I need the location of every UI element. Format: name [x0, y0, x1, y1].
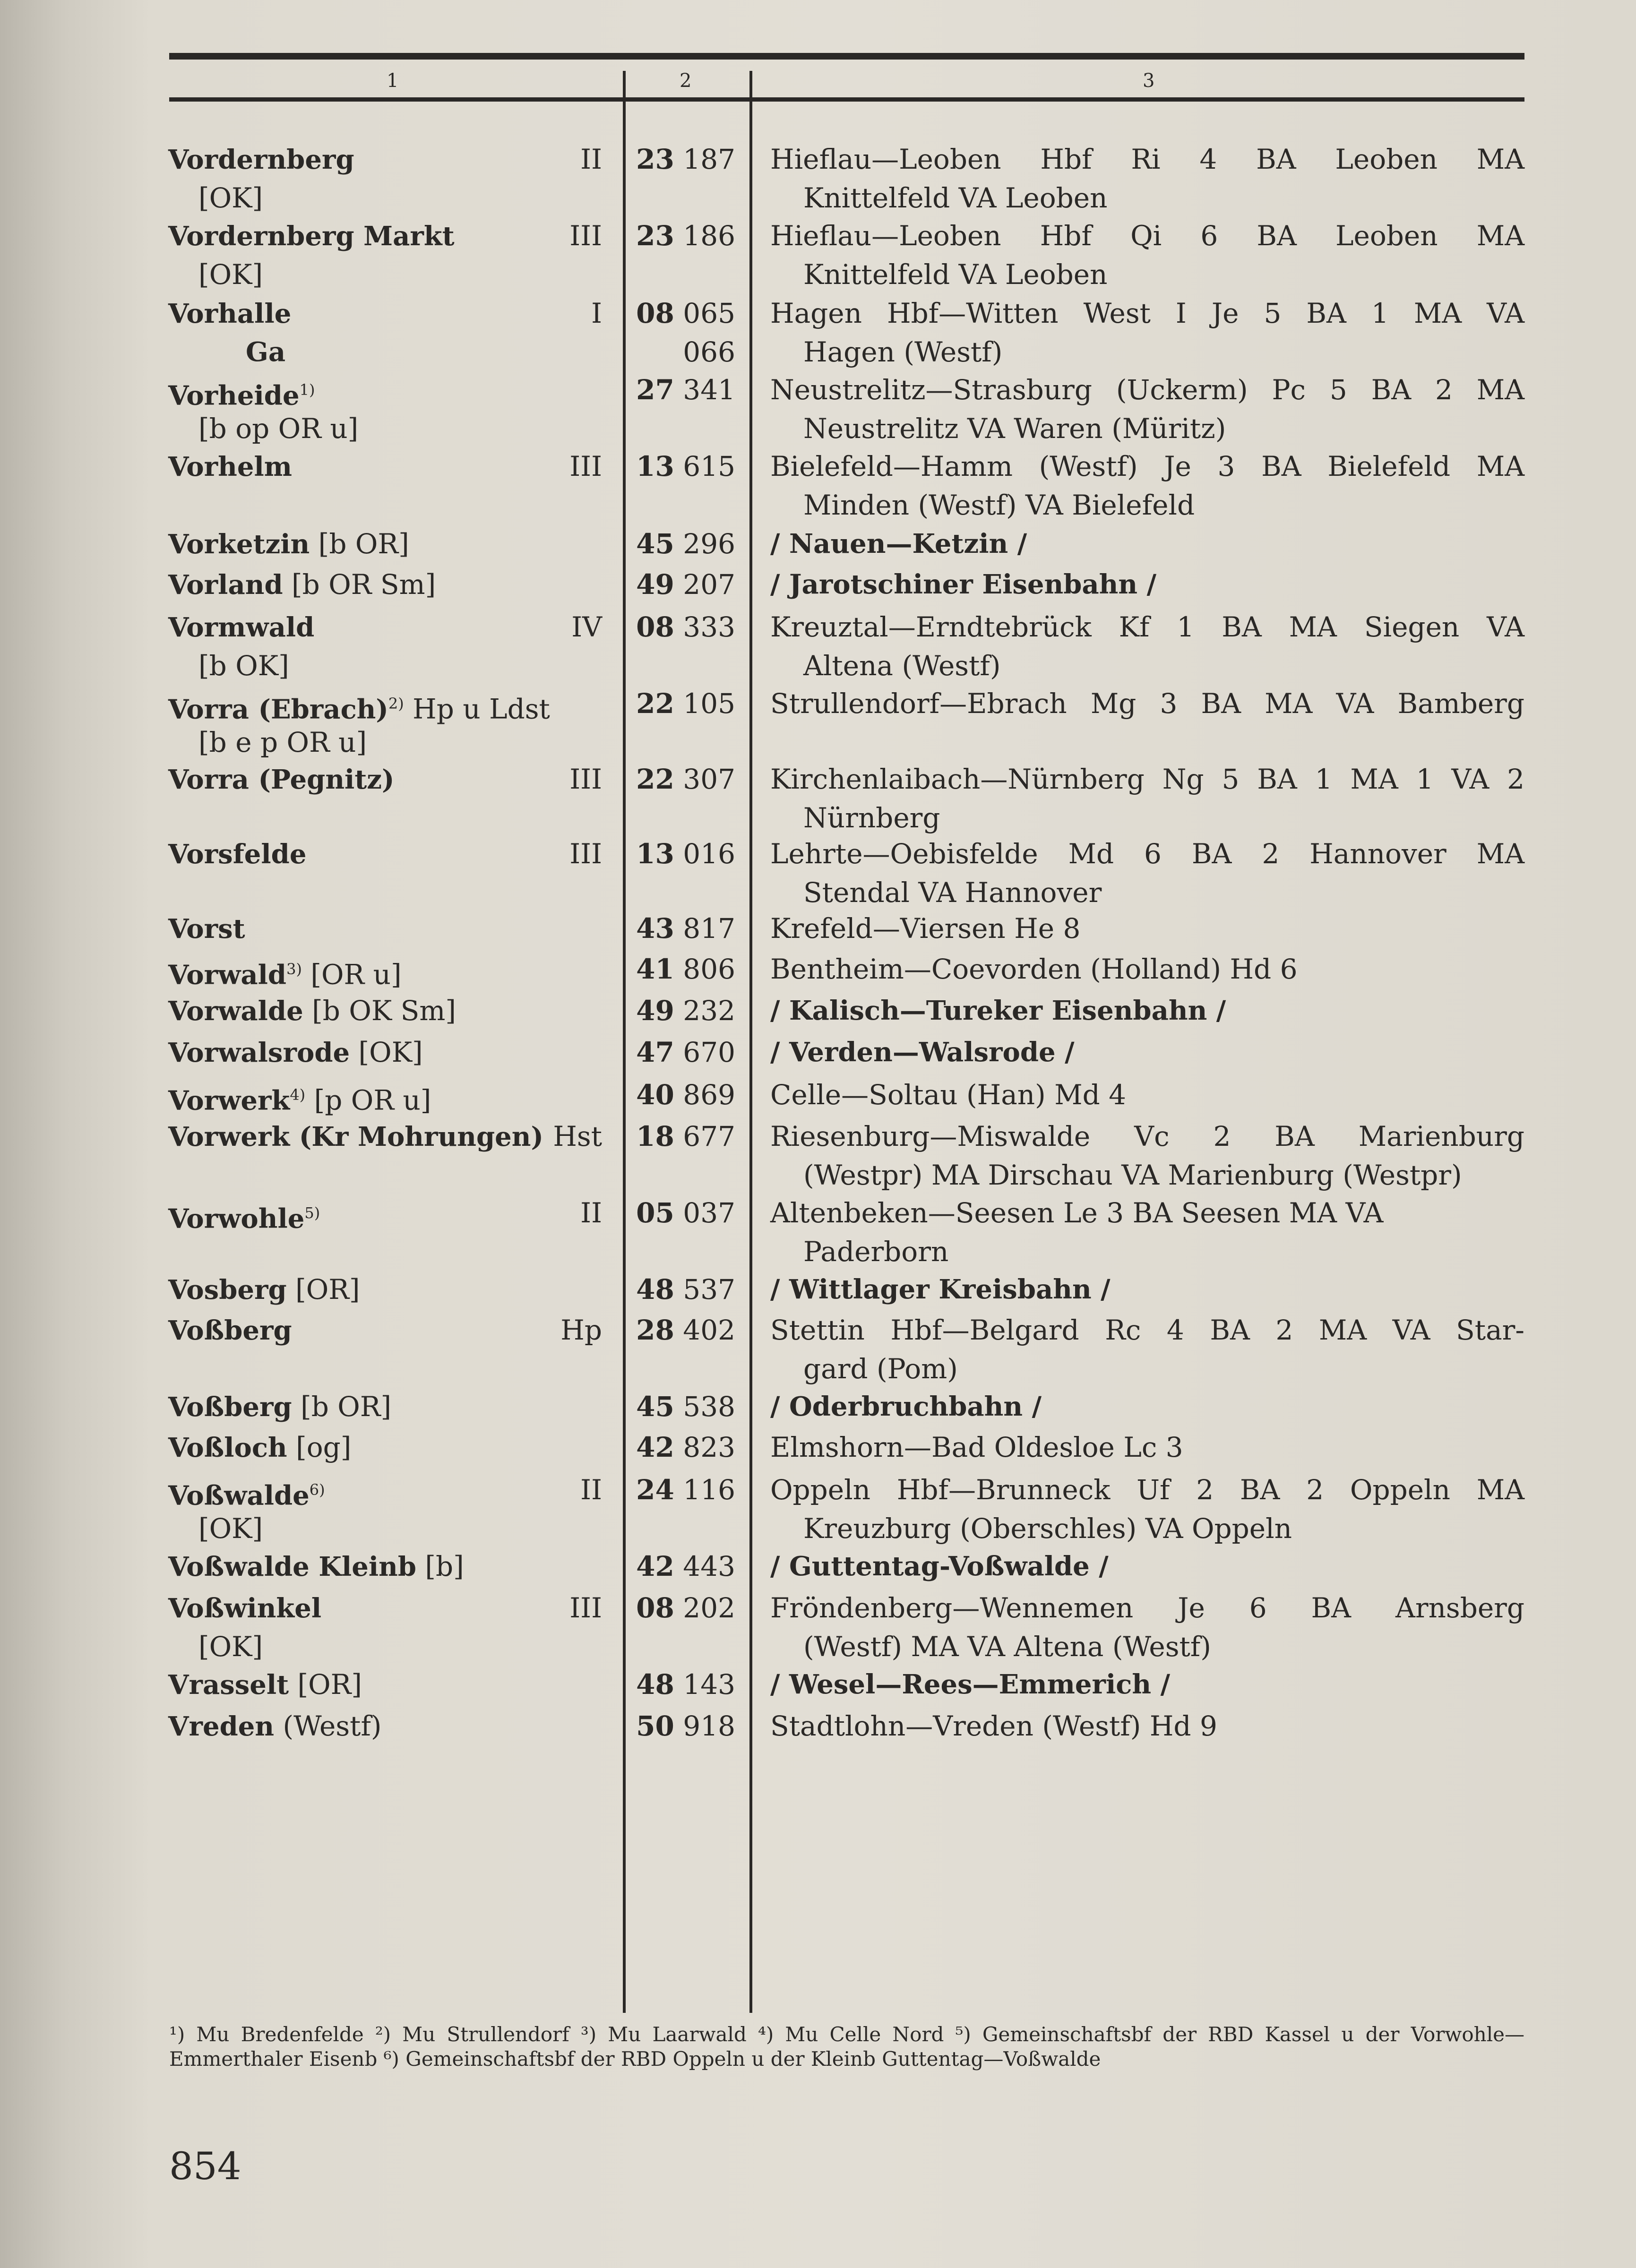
footnote-ref: 5): [304, 1204, 320, 1222]
station-class: III: [569, 1592, 602, 1624]
table-row: [0, 1589, 1636, 1667]
table-row: [0, 1470, 1636, 1548]
station-number: 22 105: [636, 687, 735, 720]
station-class: II: [580, 143, 602, 175]
station-name: Vorst: [168, 913, 245, 945]
route-description: / Kalisch—Tureker Eisenbahn /: [770, 995, 1226, 1026]
route-description: / Nauen—Ketzin /: [770, 528, 1027, 559]
station-class: III: [569, 838, 602, 870]
station-qualifier-line: Ga: [246, 336, 286, 368]
station-name: Vorra (Ebrach)$^{2)}$ Hp u Ldst: [168, 693, 550, 725]
station-name: Vorwald$^{3)}$ [OR u]: [168, 958, 402, 991]
route-description: Lehrte—Oebisfelde Md 6 BA 2 Hannover MA: [770, 838, 1524, 870]
route-description: Neustrelitz—Strasburg (Uckerm) Pc 5 BA 2 MA: [770, 374, 1524, 406]
table-row: [0, 216, 1636, 294]
station-number: 13 615: [636, 450, 735, 482]
station-qualifier: [OR]: [286, 1273, 360, 1306]
table-row: [0, 1311, 1636, 1389]
station-class: III: [569, 220, 602, 252]
table-row: [0, 140, 1636, 218]
station-name: Vorheide$^{1)}$: [168, 380, 315, 412]
station-name: Vorwerk (Kr Mohrungen): [168, 1121, 543, 1152]
station-number: 05 037: [636, 1197, 735, 1229]
station-qualifier: [b OR]: [292, 1391, 392, 1423]
station-qualifier: [OK]: [350, 1036, 423, 1068]
route-description: / Wittlager Kreisbahn /: [770, 1274, 1111, 1305]
table-row: [0, 760, 1636, 838]
station-name: Vorwerk$^{4)}$ [p OR u]: [168, 1084, 431, 1117]
route-description-continued: Paderborn: [803, 1236, 949, 1268]
station-name: Vrasselt [OR]: [168, 1668, 362, 1701]
route-description: Stadtlohn—Vreden (Westf) Hd 9: [770, 1710, 1217, 1742]
station-name: Voßberg: [168, 1315, 292, 1346]
route-description-continued: Stendal VA Hannover: [803, 876, 1102, 909]
station-qualifier-line: [b e p OR u]: [198, 726, 367, 758]
station-number: 22 307: [636, 763, 735, 795]
station-name: Vorhelm: [168, 451, 293, 482]
station-name: Vorwalsrode [OK]: [168, 1036, 423, 1068]
station-number: 47 670: [636, 1036, 735, 1068]
station-number: 13 016: [636, 838, 735, 870]
station-number: 28 402: [636, 1314, 735, 1346]
footnote-ref: 2): [388, 695, 404, 713]
station-number: 08 202: [636, 1592, 735, 1624]
station-name: Vordernberg: [168, 144, 354, 175]
station-qualifier: [p OR u]: [305, 1084, 431, 1117]
route-description: Fröndenberg—Wennemen Je 6 BA Arnsberg: [770, 1592, 1524, 1624]
table-header-rule: [169, 97, 1524, 102]
table-row: [0, 1707, 1636, 1785]
station-qualifier-line: [OK]: [198, 1631, 263, 1663]
table-row: [0, 447, 1636, 525]
table-row: [0, 1117, 1636, 1195]
footnote-ref: 1): [299, 381, 315, 399]
route-description: Hagen Hbf—Witten West I Je 5 BA 1 MA VA: [770, 297, 1524, 329]
station-number: 08 333: [636, 611, 735, 643]
station-number: 23 186: [636, 220, 735, 252]
station-class: III: [569, 450, 602, 482]
station-number: 27 341: [636, 374, 735, 406]
route-description: Celle—Soltau (Han) Md 4: [770, 1079, 1127, 1111]
footnote-ref: 6): [309, 1481, 325, 1499]
station-name: Voßberg [b OR]: [168, 1391, 392, 1423]
station-class: IV: [571, 611, 602, 643]
table-row: [0, 834, 1636, 912]
station-qualifier-line: [OK]: [198, 258, 263, 291]
route-description-continued: Knittelfeld VA Leoben: [803, 182, 1108, 214]
station-qualifier-line: [OK]: [198, 1512, 263, 1545]
route-description-continued: Kreuzburg (Oberschles) VA Oppeln: [803, 1512, 1292, 1545]
station-name: Vorwalde [b OK Sm]: [168, 995, 456, 1027]
route-description-continued: Nürnberg: [803, 802, 940, 834]
route-description: Elmshorn—Bad Oldesloe Lc 3: [770, 1431, 1183, 1463]
table-row: [0, 608, 1636, 686]
column-2-header: 2: [680, 70, 692, 92]
column-1-header: 1: [387, 70, 399, 92]
route-description: Hieflau—Leoben Hbf Ri 4 BA Leoben MA: [770, 143, 1524, 175]
station-number: 42 823: [636, 1431, 735, 1463]
station-qualifier: [OR]: [289, 1668, 362, 1701]
page-number: 854: [169, 2144, 241, 2188]
route-description: Altenbeken—Seesen Le 3 BA Seesen MA VA: [770, 1197, 1384, 1229]
station-name: Vorra (Pegnitz): [168, 764, 395, 795]
route-description: Hieflau—Leoben Hbf Qi 6 BA Leoben MA: [770, 220, 1524, 252]
route-description: Kreuztal—Erndtebrück Kf 1 BA MA Siegen VA: [770, 611, 1524, 643]
station-class: Hp: [560, 1314, 602, 1346]
station-class: III: [569, 763, 602, 795]
table-row: [0, 1194, 1636, 1271]
station-number: 43 817: [636, 912, 735, 945]
station-name: Vosberg [OR]: [168, 1273, 360, 1306]
station-name: Vormwald: [168, 612, 315, 643]
station-qualifier: [b]: [416, 1550, 464, 1582]
station-qualifier: [b OR Sm]: [283, 568, 436, 601]
station-number: 49 232: [636, 995, 735, 1027]
station-name: Vorsfelde: [168, 839, 307, 870]
station-name: Vreden (Westf): [168, 1710, 382, 1742]
station-class: I: [591, 297, 602, 329]
station-number: 23 187: [636, 143, 735, 175]
station-name: Vordernberg Markt: [168, 221, 455, 252]
route-description: Kirchenlaibach—Nürnberg Ng 5 BA 1 MA 1 VA 2: [770, 763, 1524, 795]
route-description: Strullendorf—Ebrach Mg 3 BA MA VA Bamberg: [770, 687, 1524, 720]
column-3-header: 3: [1143, 70, 1155, 92]
route-description: Stettin Hbf—Belgard Rc 4 BA 2 MA VA Star-: [770, 1314, 1524, 1346]
station-number-alt: 066: [683, 336, 735, 368]
route-description-continued: Neustrelitz VA Waren (Müritz): [803, 412, 1226, 445]
station-name: Vorhalle: [168, 298, 292, 329]
route-description: / Guttentag-Voßwalde /: [770, 1551, 1109, 1582]
route-description-continued: (Westf) MA VA Altena (Westf): [803, 1631, 1211, 1663]
route-description: Krefeld—Viersen He 8: [770, 912, 1081, 945]
route-description: Oppeln Hbf—Brunneck Uf 2 BA 2 Oppeln MA: [770, 1474, 1524, 1506]
route-description-continued: Knittelfeld VA Leoben: [803, 258, 1108, 291]
route-description: / Wesel—Rees—Emmerich /: [770, 1669, 1171, 1700]
station-qualifier: Hp u Ldst: [404, 693, 550, 725]
route-description-continued: (Westpr) MA Dirschau VA Marienburg (Westpr): [803, 1159, 1462, 1191]
station-number: 41 806: [636, 953, 735, 985]
station-number: 49 207: [636, 568, 735, 601]
station-number: 50 918: [636, 1710, 735, 1742]
station-class: II: [580, 1197, 602, 1229]
station-qualifier-line: [b op OR u]: [198, 412, 359, 445]
route-description-continued: Altena (Westf): [803, 650, 1001, 682]
station-name: Vorland [b OR Sm]: [168, 568, 436, 601]
station-number: 40 869: [636, 1079, 735, 1111]
station-name: Voßwinkel: [168, 1593, 322, 1624]
station-number: 42 443: [636, 1550, 735, 1582]
station-qualifier: [og]: [287, 1431, 352, 1463]
station-number: 48 537: [636, 1273, 735, 1306]
route-description: Riesenburg—Miswalde Vc 2 BA Marienburg: [770, 1120, 1524, 1152]
station-name: Vorwohle$^{5)}$: [168, 1203, 320, 1235]
table-row: [0, 370, 1636, 448]
station-class: II: [580, 1474, 602, 1506]
station-name: Vorketzin [b OR]: [168, 528, 409, 560]
route-description: / Verden—Walsrode /: [770, 1037, 1075, 1068]
station-number: 08 065: [636, 297, 735, 329]
footnote-ref: 4): [290, 1086, 306, 1104]
station-number: 24 116: [636, 1474, 735, 1506]
station-qualifier: (Westf): [274, 1710, 382, 1742]
route-description-continued: gard (Pom): [803, 1353, 958, 1385]
route-description-continued: Minden (Westf) VA Bielefeld: [803, 489, 1195, 521]
station-qualifier-line: [b OK]: [198, 650, 289, 682]
station-number: 45 296: [636, 528, 735, 560]
route-description: Bielefeld—Hamm (Westf) Je 3 BA Bielefeld MA: [770, 450, 1524, 482]
station-qualifier: [b OK Sm]: [303, 995, 456, 1027]
station-number: 48 143: [636, 1668, 735, 1701]
route-description: / Jarotschiner Eisenbahn /: [770, 569, 1157, 600]
station-class: Hst: [553, 1120, 602, 1152]
route-description-continued: Hagen (Westf): [803, 336, 1003, 368]
station-qualifier: [b OR]: [310, 528, 409, 560]
table-top-rule: [169, 53, 1524, 60]
route-description: Bentheim—Coevorden (Holland) Hd 6: [770, 953, 1298, 985]
table-row: [0, 684, 1636, 762]
route-description: / Oderbruchbahn /: [770, 1391, 1042, 1422]
station-qualifier: [OR u]: [301, 958, 402, 991]
station-number: 18 677: [636, 1120, 735, 1152]
station-name: Voßwalde Kleinb [b]: [168, 1550, 464, 1582]
station-number: 45 538: [636, 1391, 735, 1423]
station-qualifier-line: [OK]: [198, 182, 263, 214]
station-name: Voßwalde$^{6)}$: [168, 1480, 325, 1512]
footnotes: ¹) Mu Bredenfelde ²) Mu Strullendorf ³) Mu Laarwald ⁴) Mu Celle Nord ⁵) Gemeinschaftsbf der RBD Kassel u der Vorwohle—Emmerthaler Eisenb ⁶) Gemeinschaftsbf der RBD Oppeln u der Kleinb Guttentag—Voßwalde: [169, 2023, 1524, 2070]
station-name: Voßloch [og]: [168, 1431, 352, 1463]
footnote-ref: 3): [286, 960, 302, 978]
table-row: [0, 294, 1636, 372]
